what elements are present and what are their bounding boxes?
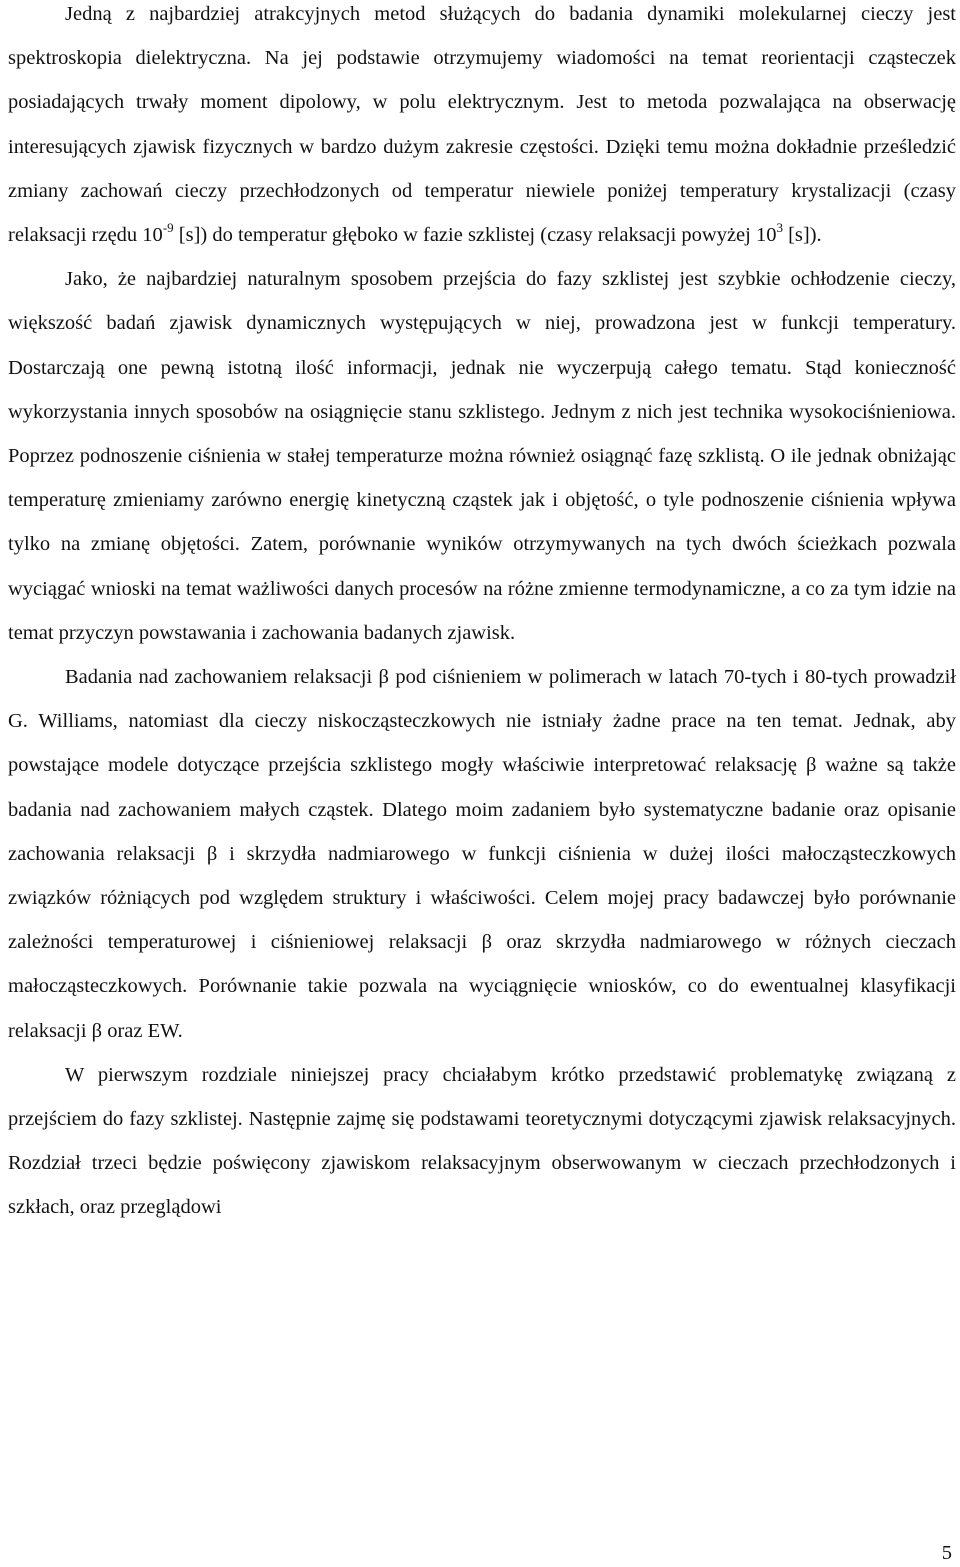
- page-number: 5: [941, 1542, 952, 1564]
- paragraph-intro-text-b: [s]) do temperatur głęboko w fazie szklistej (czasy relaksacji powyżej 10: [173, 224, 777, 247]
- document-page: [8, 0, 956, 1230]
- paragraph-outline: W pierwszym rozdziale niniejszej pracy chciałabym krótko przedstawić problematykę związaną z przejściem do fazy szklistej. Następnie zajmę się podstawami teoretycznymi dotyczącymi zjawisk relaksacyjnych. Rozdział trzeci będzie poświęcony zjawiskom relaksacyjnym obserwowanym w cieczach przechłodzonych i szkłach, oraz przeglądowi: [8, 1063, 956, 1219]
- paragraph-pressure-method: Jako, że najbardziej naturalnym sposobem przejścia do fazy szklistej jest szybkie ochłodzenie cieczy, większość badań zjawisk dynamicznych występujących w niej, prowadzona jest w funkcji temperatury. Dostarczają one pewną istotną ilość informacji, jednak nie wyczerpują całego tematu. Stąd konieczność wykorzystania innych sposobów na osiągnięcie stanu szklistego. Jednym z nich jest technika wysokociśnieniowa. Poprzez podnoszenie ciśnienia w stałej temperaturze można również osiągnąć fazę szklistą. O ile jednak obniżając temperaturę zmieniamy zarówno energię kinetyczną cząstek jak i objętość, o tyle podnoszenie ciśnienia wpływa tylko na zmianę objętości. Zatem, porównanie wyników otrzymywanych na tych dwóch ścieżkach pozwala wyciągać wnioski na temat ważliwości danych procesów na różne zmienne termodynamiczne, a co za tym idzie na temat przyczyn powstawania i zachowania badanych zjawisk.: [8, 268, 956, 644]
- superscript-exponent-2: 3: [776, 220, 783, 236]
- superscript-exponent-1: -9: [162, 220, 174, 236]
- paragraph-intro-text-a: Jedną z najbardziej atrakcyjnych metod służących do badania dynamiki molekularnej cieczy jest spektroskopia dielektryczna. Na jej podstawie otrzymujemy wiadomości na temat reorientacji cząsteczek posiadających trwały moment dipolowy, w polu elektrycznym. Jest to metoda pozwalająca na obserwację interesujących zjawisk fizycznych w bardzo dużym zakresie częstości. Dzięki temu można dokładnie prześledzić zmiany zachowań cieczy przechłodzonych od temperatur niewiele poniżej temperatury krystalizacji (czasy relaksacji rzędu 10: [8, 3, 956, 247]
- paragraph-intro-text-c: [s]).: [782, 224, 822, 247]
- paragraph-research-goal: Badania nad zachowaniem relaksacji β pod ciśnieniem w polimerach w latach 70-tych i 80-tych prowadził G. Williams, natomiast dla cieczy niskocząsteczkowych nie istniały żadne prace na ten temat. Jednak, aby powstające modele dotyczące przejścia szklistego mogły właściwie interpretować relaksację β ważne są także badania nad zachowaniem małych cząstek. Dlatego moim zadaniem było systematyczne badanie oraz opisanie zachowania relaksacji β i skrzydła nadmiarowego w funkcji ciśnienia w dużej ilości małocząsteczkowych związków różniących pod względem struktury i właściwości. Celem mojej pracy badawczej było porównanie zależności temperaturowej i ciśnieniowej relaksacji β oraz skrzydła nadmiarowego w różnych cieczach małocząsteczkowych. Porównanie takie pozwala na wyciągnięcie wniosków, co do ewentualnej klasyfikacji relaksacji β oraz EW.: [8, 666, 956, 1042]
- paragraph-intro: [8, 0, 956, 257]
